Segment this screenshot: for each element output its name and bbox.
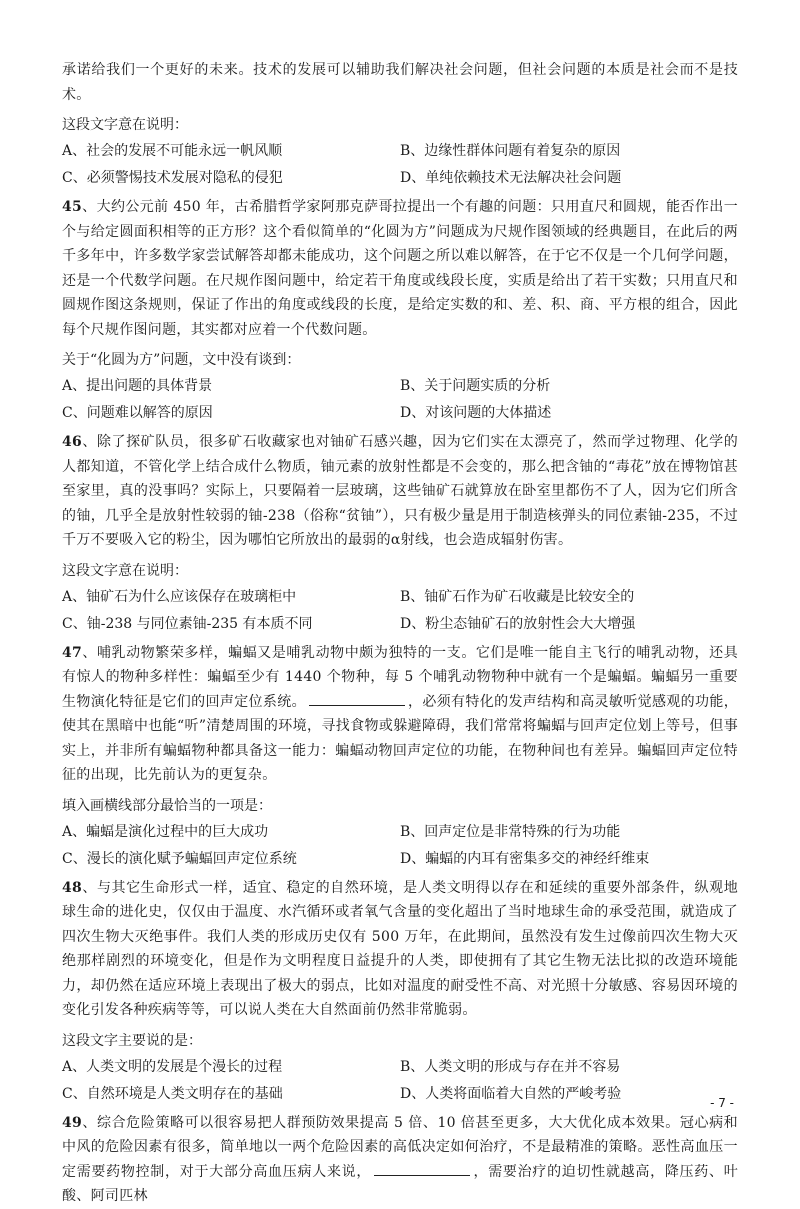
q47-text-part2: ，必须有特化的发声结构和高灵敏听觉感观的功能，使其在黑暗中也能“听”清楚周围的环境，寻找食物或躲避障碍，我们常常将蝙蝠与回声定位划上等号，但事实上，并非所有蝙蝠物种都具备这一能力：蝙蝠动物回声定位的功能，在物种间也有差异。蝙蝠回声定位特征的出现，比先前认为的更复杂。 [62,693,738,783]
q44-option-a: A、社会的发展不可能永远一帆风顺 [62,143,283,159]
q45-option-d: D、对该问题的大体描述 [400,405,552,421]
q49-stem [62,1111,738,1209]
q46-option-c: C、铀-238 与同位素铀-235 有本质不同 [62,615,313,632]
q47-number: 47 [62,644,83,661]
q49-text-part1: 、综合危险策略可以很容易把人群预防效果提高 5 倍、10 倍甚至更多，大大优化成本效果。冠心病和中风的危险因素有很多，简单地以一两个危险因素的高低决定如何治疗，不是最精准的策略。恶性高血压一定需要药物控制，对于大部分高血压病人来说， [62,1114,738,1180]
q47-text-part1: 、哺乳动物繁荣多样，蝙蝠又是哺乳动物中颇为独特的一支。它们是唯一能自主飞行的哺乳动物，还具有惊人的物种多样性：蝙蝠至少有 1440 个物种，每 5 个哺乳动物物种中就有一个是蝙蝠。蝙蝠另一重要生物演化特征是它们的回声定位系统。 [62,644,738,710]
q47-option-c: C、漫长的演化赋予蝙蝠回声定位系统 [62,850,297,867]
q48-prompt: 这段文字主要说的是： [62,1032,202,1049]
q45-option-c: C、问题难以解答的原因 [62,405,213,421]
q47-fill-blank [309,690,405,706]
q47-option-d: D、蝙蝠的内耳有密集多交的神经纤维束 [400,850,650,867]
q45-option-b: B、关于问题实质的分析 [400,378,551,394]
q48-option-c: C、自然环境是人类文明存在的基础 [62,1085,283,1102]
question-48 [62,876,738,1108]
q48-stem [62,876,738,1023]
q49-text-part2: ，需要治疗的迫切性就越高，降压药、叶酸、阿司匹林 [62,1163,738,1204]
question-47 [62,641,738,873]
q45-stem [62,195,738,342]
q47-stem [62,641,738,788]
question-49 [62,1111,738,1209]
q44-option-b: B、边缘性群体问题有着复杂的原因 [400,143,621,159]
q44-option-d: D、单纯依赖技术无法解决社会问题 [400,170,622,186]
q46-prompt: 这段文字意在说明： [62,562,188,579]
q45-number: 45 [62,199,83,215]
q46-option-d: D、粉尘态铀矿石的放射性会大大增强 [400,615,636,632]
q46-option-b: B、铀矿石作为矿石收藏是比较安全的 [400,588,635,605]
q48-option-b: B、人类文明的形成与存在并不容易 [400,1058,621,1075]
q48-options [62,1054,738,1108]
content [62,58,738,1209]
q46-text: 、除了探矿队员，很多矿石收藏家也对铀矿石感兴趣，因为它们实在太漂亮了，然而学过物理、化学的人都知道，不管化学上结合成什么物质，铀元素的放射性都是不会变的，那么把含铀的“毒花”放在博物馆甚至家里，真的没事吗？实际上，只要隔着一层玻璃，这些铀矿石就算放在卧室里都伤不了人，因为它们所含的铀，几乎全是放射性较弱的铀-238（俗称“贫铀”），只有极少量是用于制造核弹头的同位素铀-235，不过千万不要吸入它的粉尘，因为哪怕它所放出的最弱的α射线，也会造成辐射伤害。 [62,434,738,548]
q44-option-c: C、必须警惕技术发展对隐私的侵犯 [62,170,283,186]
page-number: - 7 - [710,1096,734,1110]
q49-number: 49 [62,1114,83,1131]
question-46 [62,430,738,638]
q45-options [62,373,738,427]
q49-fill-blank [374,1160,470,1176]
q45-text: 、大约公元前 450 年，古希腊哲学家阿那克萨哥拉提出一个有趣的问题：只用直尺和圆规，能否作出一个与给定圆面积相等的正方形？这个看似简单的“化圆为方”问题成为尺规作图领域的经典题目，在此后的两千多年中，许多数学家尝试解答却都未能成功，这个问题之所以难以解答，在于它不仅是一个几何学问题，还是一个代数学问题。在尺规作图问题中，给定若干角度或线段长度，实质是给出了若干实数；只用直尺和圆规作图这条规则，保证了作出的角度或线段的长度，是给定实数的和、差、积、商、平方根的组合，因此每个尺规作图问题，其实都对应着一个代数问题。 [62,199,738,338]
q47-option-b: B、回声定位是非常特殊的行为功能 [400,823,621,840]
q46-number: 46 [62,434,83,450]
question-44 [62,58,738,192]
q45-prompt: 关于“化圆为方”问题，文中没有谈到： [62,352,301,368]
q48-number: 48 [62,879,83,896]
q47-option-a: A、蝙蝠是演化过程中的巨大成功 [62,823,269,840]
q46-option-a: A、铀矿石为什么应该保存在玻璃柜中 [62,588,297,605]
q44-options [62,138,738,192]
q47-prompt: 填入画横线部分最恰当的一项是： [62,797,272,814]
q44-prompt: 这段文字意在说明： [62,117,188,133]
q47-options [62,819,738,873]
question-45 [62,195,738,427]
q44-stem: 承诺给我们一个更好的未来。技术的发展可以辅助我们解决社会问题，但社会问题的本质是社会而不是技术。 [62,62,738,103]
q45-option-a: A、提出问题的具体背景 [62,378,213,394]
q48-text: 、与其它生命形式一样，适宜、稳定的自然环境，是人类文明得以存在和延续的重要外部条件，纵观地球生命的进化史，仅仅由于温度、水汽循环或者氧气含量的变化超出了当时地球生命的承受范围，就造成了四次生物大灭绝事件。我们人类的形成历史仅有 500 万年，在此期间，虽然没有发生过像前四次生物大灭绝那样剧烈的环境变化，但是作为文明程度日益提升的人类，即使拥有了其它生物无法比拟的改造环境能力，却仍然在适应环境上表现出了极大的弱点，比如对温度的耐受性不高、对光照十分敏感、容易因环境的变化引发各种疾病等等，可以说人类在大自然面前仍然非常脆弱。 [62,879,738,1018]
q46-stem [62,430,738,553]
q48-option-a: A、人类文明的发展是个漫长的过程 [62,1058,283,1075]
q46-options [62,584,738,638]
q48-option-d: D、人类将面临着大自然的严峻考验 [400,1085,622,1102]
